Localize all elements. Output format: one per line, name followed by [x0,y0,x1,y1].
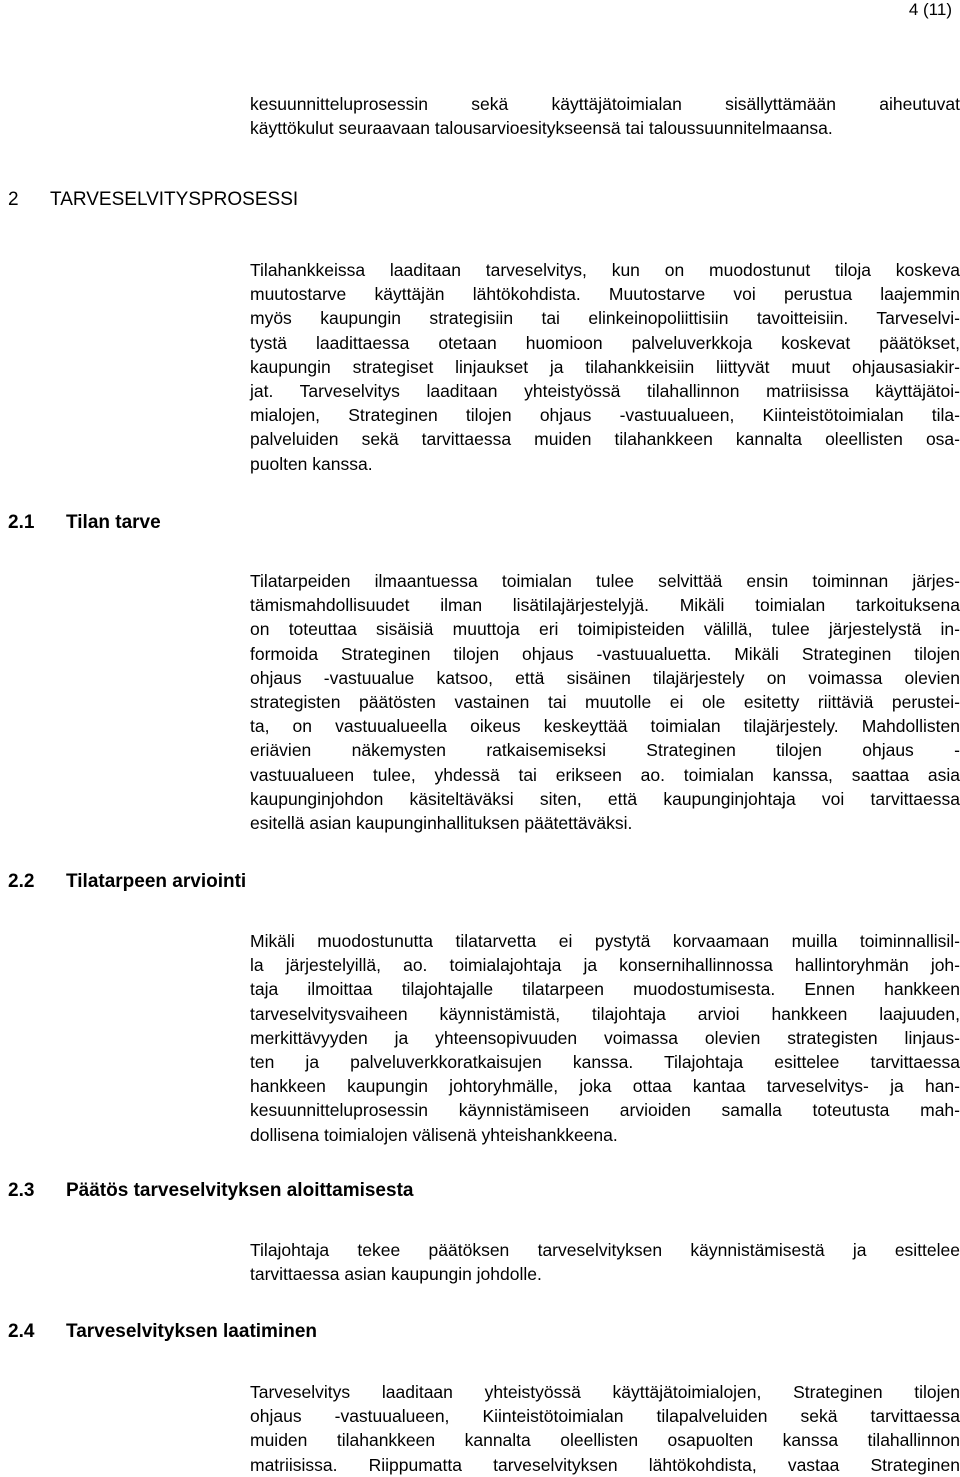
text-line: palveluiden sekä tarvittaessa muiden tilahankkeen kannalta oleellisten osa- [250,429,960,450]
section-heading-2 [8,188,298,212]
section-number: 2.2 [8,871,35,892]
text-line: Tilatarpeiden ilmaantuessa toimialan tulee selvittää ensin toiminnan järjes- [250,571,960,591]
text-line: ta, on vastuualueella oikeus keskeyttää toimialan tilajärjestely. Mahdollisten [250,716,960,737]
text-line: on toteuttaa sisäisiä muuttoja eri toimipisteiden välillä, tulee järjestelystä in- [250,619,960,640]
page-number: 4 (11) [908,0,952,19]
section-2-paragraph [250,258,960,476]
text-line: muutostarve käyttäjän lähtökohdista. Muutostarve voi perustua laajemmin [250,284,960,305]
text-line: myös kaupungin strategisiin tai elinkeinopoliittisiin tavoitteisiin. Tarveselvi- [250,308,960,329]
text-line: eriävien näkemysten ratkaisemiseksi Strateginen tilojen ohjaus - [250,740,960,761]
section-2-3-paragraph [250,1238,960,1286]
text-line: taja ilmoittaa tilajohtajalle tilatarpeen muodostumisesta. Ennen hankkeen [250,979,960,1000]
section-2-4-paragraph [250,1380,960,1477]
text-line: kaupungin strategiset linjaukset ja tilahankkeisiin liittyvät muut ohjausasiakir- [250,356,960,377]
section-2-1-paragraph [250,569,960,835]
text-line: käyttökulut seuraavaan talousarvioesitykseensä tai taloussuunnitelmaansa. [250,118,833,139]
section-title: Tarveselvityksen laatiminen [66,1321,317,1342]
text-line: tarveselvitysvaiheen käynnistämistä, tilajohtaja arvioi hankkeen laajuuden, [250,1003,960,1024]
section-title: Tilatarpeen arviointi [66,871,247,892]
text-line: tystä laadittaessa otetaan huomioon palveluverkkoja koskevat päätökset, [250,332,960,353]
text-line: hankkeen kaupungin johtoryhmälle, joka ottaa kantaa tarveselvitys- ja han- [250,1076,960,1097]
section-title: Tilan tarve [66,512,161,533]
text-line: ten ja palveluverkkoratkaisujen kanssa. Tilajohtaja esittelee tarvittaessa [250,1052,960,1073]
text-line: matriisissa. Riippumatta tarveselvityksen lähtökohdista, vastaa Strateginen [250,1454,960,1475]
intro-paragraph [250,92,960,140]
text-line: muiden tilahankkeen kannalta oleellisten osapuolten kanssa tilahallinnon [250,1430,960,1451]
text-line: mialojen, Strateginen tilojen ohjaus -vastuualueen, Kiinteistötoimialan tila- [250,405,960,426]
text-line: Tarveselvitys laaditaan yhteistyössä käyttäjätoimialojen, Strateginen tilojen [250,1382,960,1402]
text-line: Tilahankkeissa laaditaan tarveselvitys, kun on muodostunut tiloja koskeva [250,260,960,280]
text-line: merkittävyyden ja yhteensopivuuden voimassa olevien strategisten linjaus- [250,1027,960,1048]
text-line: vastuualueen tulee, yhdessä tai erikseen ao. toimialan kanssa, saattaa asia [250,764,960,785]
text-line: dollisena toimialojen välisenä yhteishankkeena. [250,1124,618,1145]
section-heading-2-4 [8,1320,317,1344]
text-line: puolten kanssa. [250,453,373,474]
text-line: Tilajohtaja tekee päätöksen tarveselvityksen käynnistämisestä ja esittelee [250,1240,960,1260]
section-heading-2-1 [8,511,161,535]
text-line: esitellä asian kaupunginhallituksen päätettäväksi. [250,813,633,834]
section-number: 2 [8,189,19,210]
text-line: Mikäli muodostunutta tilatarvetta ei pystytä korvaamaan muilla toiminnallisil- [250,931,960,951]
text-line: formoida Strateginen tilojen ohjaus -vastuualuetta. Mikäli Strateginen tilojen [250,643,960,664]
section-title: Päätös tarveselvityksen aloittamisesta [66,1180,414,1201]
text-line: tämismahdollisuudet ilman lisätilajärjestelyjä. Mikäli toimialan tarkoituksena [250,595,960,616]
text-line: la järjestelyillä, ao. toimialajohtaja ja konsernihallinnossa hallintoryhmän joh- [250,955,960,976]
section-heading-2-2 [8,870,246,894]
text-line: kesuunnitteluprosessin sekä käyttäjätoimialan sisällyttämään aiheutuvat [250,94,960,114]
text-line: kesuunnitteluprosessin käynnistämiseen arvioiden samalla toteutusta mah- [250,1100,960,1121]
text-line: tarvittaessa asian kaupungin johdolle. [250,1264,542,1285]
text-line: strategisten päätösten vastainen tai muutolle ei ole esitetty riittäviä perustei- [250,692,960,713]
section-2-2-paragraph [250,929,960,1147]
section-number: 2.4 [8,1321,35,1342]
text-line: kaupunginjohdon käsiteltäväksi siten, että kaupunginjohtaja voi tarvittaessa [250,788,960,809]
section-heading-2-3 [8,1179,413,1203]
section-title: TARVESELVITYSPROSESSI [50,189,299,210]
text-line: ohjaus -vastuualue katsoo, että sisäinen tilajärjestely on voimassa olevien [250,667,960,688]
section-number: 2.3 [8,1180,35,1201]
text-line: ohjaus -vastuualueen, Kiinteistötoimialan tilapalveluiden sekä tarvittaessa [250,1406,960,1427]
text-line: jat. Tarveselvitys laaditaan yhteistyössä tilahallinnon matriisissa käyttäjätoi- [250,381,960,402]
section-number: 2.1 [8,512,35,533]
